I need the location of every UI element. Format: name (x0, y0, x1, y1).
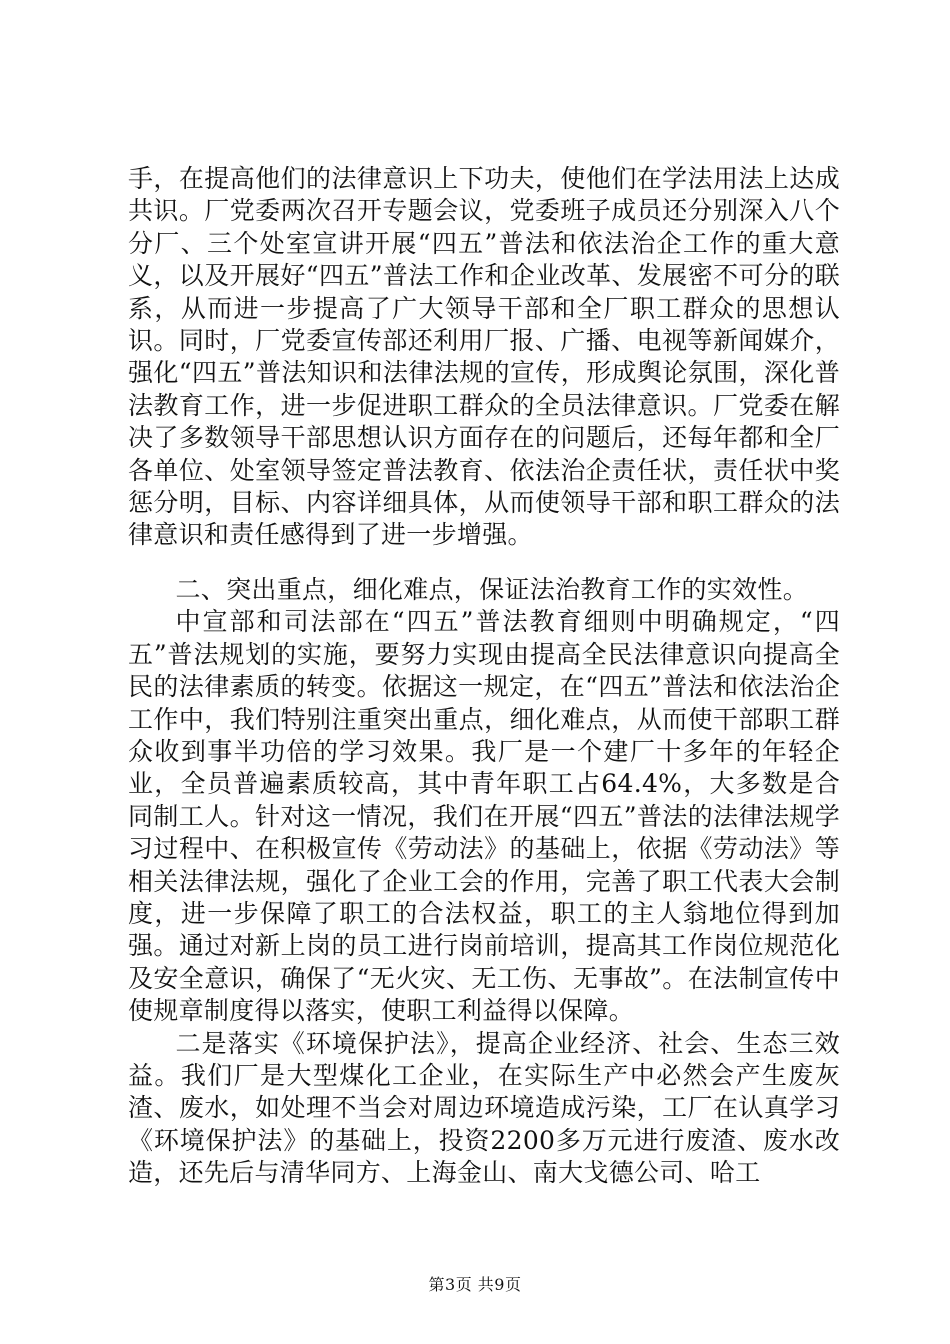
page-footer: 第3页 共9页 (428, 1275, 522, 1294)
body-paragraph-1: 手，在提高他们的法律意识上下功夫，使他们在学法用法上达成共识。厂党委两次召开专题会议，党委班子成员还分别深入八个分厂、三个处室宣讲开展“四五”普法和依法治企工作的重大意义，以及开展好“四五”普法工作和企业改革、发展密不可分的联系，从而进一步提高了广大领导干部和全厂职工群众的思想认识。同时，厂党委宣传部还利用厂报、广播、电视等新闻媒介，强化“四五”普法知识和法律法规的宣传，形成舆论氛围，深化普法教育工作，进一步促进职工群众的全员法律意识。厂党委在解决了多数领导干部思想认识方面存在的问题后，还每年都和全厂各单位、处室领导签定普法教育、依法治企责任状，责任状中奖惩分明，目标、内容详细具体，从而使领导干部和职工群众的法律意识和责任感得到了进一步增强。 (128, 164, 840, 550)
document-body (128, 163, 840, 1190)
body-paragraph-3: 二是落实《环境保护法》，提高企业经济、社会、生态三效益。我们厂是大型煤化工企业，在实际生产中必然会产生废灰渣、废水，如处理不当会对周边环境造成污染，工厂在认真学习《环境保护法》的基础上，投资2200多万元进行废渣、废水改造，还先后与清华同方、上海金山、南大戈德公司、哈工 (128, 1028, 840, 1188)
section-heading: 二、突出重点，细化难点，保证法治教育工作的实效性。 (175, 574, 809, 604)
body-paragraph-2: 中宣部和司法部在“四五”普法教育细则中明确规定，“四五”普法规划的实施，要努力实现由提高全民法律意识向提高全民的法律素质的转变。依据这一规定，在“四五”普法和依法治企工作中，我们特别注重突出重点，细化难点，从而使干部职工群众收到事半功倍的学习效果。我厂是一个建厂十多年的年轻企业，全员普遍素质较高，其中青年职工占64.4%，大多数是合同制工人。针对这一情况，我们在开展“四五”普法的法律法规学习过程中、在积极宣传《劳动法》的基础上，依据《劳动法》等相关法律法规，强化了企业工会的作用，完善了职工代表大会制度，进一步保障了职工的合法权益，职工的主人翁地位得到加强。通过对新上岗的员工进行岗前培训，提高其工作岗位规范化及安全意识，确保了“无火灾、无工伤、无事故”。在法制宣传中使规章制度得以落实，使职工利益得以保障。 (128, 607, 840, 1026)
